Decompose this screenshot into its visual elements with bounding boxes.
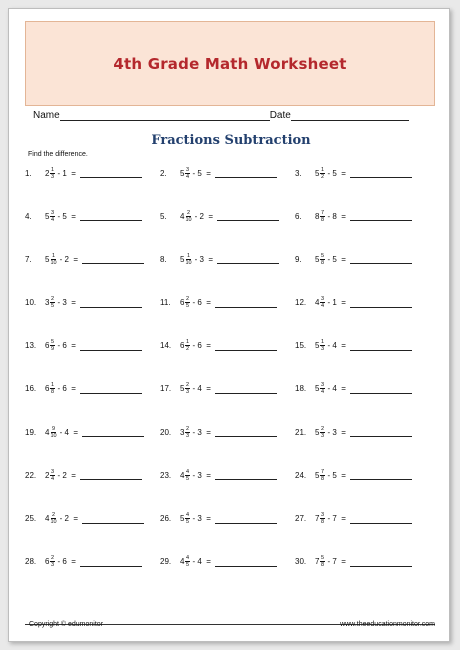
problem-item <box>295 421 430 443</box>
problem-number: 10. <box>25 298 37 308</box>
whole-number: 6 <box>45 341 50 351</box>
fraction-numerator: 1 <box>186 252 191 259</box>
fraction <box>50 426 56 439</box>
fraction <box>320 296 324 309</box>
problem-item <box>295 162 430 184</box>
problem-item <box>160 508 295 530</box>
answer-blank[interactable] <box>350 384 412 394</box>
answer-blank[interactable] <box>80 470 142 480</box>
fraction-denominator: 10 <box>50 519 57 525</box>
answer-blank[interactable] <box>350 211 412 221</box>
fraction <box>50 382 54 395</box>
problem-item <box>295 378 430 400</box>
answer-blank[interactable] <box>80 211 142 221</box>
problem-number: 15. <box>295 341 307 351</box>
subtrahend-expression: - 2 = <box>57 470 76 480</box>
fraction <box>50 339 54 352</box>
date-label: Date <box>269 110 291 121</box>
fraction-numerator: 2 <box>50 296 55 303</box>
problem-number: 30. <box>295 557 307 567</box>
subtrahend-expression: - 2 = <box>59 254 79 264</box>
whole-number: 2 <box>45 470 50 480</box>
whole-number: 7 <box>315 557 320 567</box>
whole-number: 5 <box>180 384 185 394</box>
fraction <box>50 512 56 525</box>
problem-item <box>160 464 295 486</box>
fraction-denominator: 8 <box>320 519 325 525</box>
fraction <box>50 253 56 266</box>
fraction-numerator: 2 <box>51 512 56 518</box>
fraction-numerator: 7 <box>320 468 325 475</box>
fraction-numerator: 3 <box>50 209 55 216</box>
whole-number: 5 <box>45 254 50 264</box>
problem-item <box>25 335 160 357</box>
problem-item <box>295 292 430 314</box>
subtrahend-expression: - 6 = <box>57 557 76 567</box>
problem-number: 27. <box>295 514 307 523</box>
whole-number: 5 <box>315 168 320 178</box>
problem-number: 28. <box>25 557 37 567</box>
fraction <box>185 555 189 568</box>
answer-blank[interactable] <box>215 168 277 178</box>
website-text: www.theeducationmonitor.com <box>340 621 435 628</box>
answer-blank[interactable] <box>350 168 412 178</box>
problem-number: 2. <box>160 168 167 178</box>
subtrahend-expression: - 1 = <box>57 168 76 178</box>
subtrahend-expression: - 2 = <box>59 514 79 523</box>
problem-item <box>160 551 295 573</box>
problem-item <box>295 205 430 227</box>
fraction-numerator: 2 <box>186 209 191 216</box>
whole-number: 5 <box>180 254 185 264</box>
answer-blank[interactable] <box>350 514 412 524</box>
problem-number: 6. <box>295 211 302 221</box>
problem-item <box>160 335 295 357</box>
whole-number: 4 <box>180 211 185 221</box>
worksheet-title: 4th Grade Math Worksheet <box>113 54 347 73</box>
fraction-numerator: 2 <box>185 382 190 389</box>
fraction <box>50 469 54 482</box>
answer-blank[interactable] <box>80 557 142 567</box>
subtrahend-expression: - 5 = <box>327 254 346 264</box>
fraction-denominator: 4 <box>50 475 55 482</box>
fraction <box>320 253 324 266</box>
fraction-numerator: 5 <box>320 252 325 259</box>
whole-number: 5 <box>180 168 185 178</box>
fraction-numerator: 3 <box>50 468 55 475</box>
whole-number: 5 <box>180 514 185 523</box>
whole-number: 4 <box>180 470 185 480</box>
problem-number: 18. <box>295 384 307 394</box>
answer-blank[interactable] <box>215 427 277 437</box>
fraction <box>320 555 324 568</box>
fraction-denominator: 3 <box>50 562 55 569</box>
fraction-denominator: 3 <box>50 173 55 180</box>
fraction-denominator: 10 <box>185 259 192 266</box>
problem-number: 12. <box>295 298 307 308</box>
fraction-denominator: 5 <box>185 562 190 569</box>
fraction-denominator: 10 <box>50 432 57 439</box>
whole-number: 6 <box>45 557 50 567</box>
answer-blank[interactable] <box>215 514 277 524</box>
problem-item <box>25 464 160 486</box>
fraction-numerator: 7 <box>320 209 325 216</box>
footer <box>29 621 435 628</box>
instruction-text: Find the difference. <box>28 151 88 158</box>
fraction <box>50 555 54 568</box>
answer-blank[interactable] <box>350 298 412 308</box>
answer-blank[interactable] <box>80 341 142 351</box>
answer-blank[interactable] <box>82 427 144 437</box>
whole-number: 5 <box>315 384 320 394</box>
fraction-numerator: 3 <box>320 512 325 518</box>
problem-number: 7. <box>25 254 32 264</box>
subtrahend-expression: - 5 = <box>327 470 346 480</box>
problem-number: 1. <box>25 168 32 178</box>
fraction-numerator: 2 <box>320 425 325 432</box>
fraction-numerator: 1 <box>51 252 56 259</box>
problem-number: 25. <box>25 514 37 523</box>
answer-blank[interactable] <box>350 557 412 567</box>
fraction-denominator: 4 <box>185 173 190 180</box>
fraction <box>185 296 189 309</box>
fraction <box>320 512 324 525</box>
answer-blank[interactable] <box>80 168 142 178</box>
problem-item <box>295 464 430 486</box>
answer-blank[interactable] <box>350 470 412 480</box>
fraction-denominator: 5 <box>185 303 190 310</box>
fraction-denominator: 8 <box>320 475 325 482</box>
subtrahend-expression: - 7 = <box>327 557 346 567</box>
fraction <box>320 426 324 439</box>
fraction <box>320 339 324 352</box>
problem-number: 5. <box>160 211 167 221</box>
fraction <box>185 382 189 395</box>
fraction-numerator: 3 <box>320 382 325 389</box>
subtrahend-expression: - 3 = <box>192 514 211 523</box>
fraction-numerator: 5 <box>320 555 325 562</box>
problem-number: 17. <box>160 384 172 394</box>
subtrahend-expression: - 3 = <box>194 254 214 264</box>
subtrahend-expression: - 5 = <box>57 211 76 221</box>
fraction-numerator: 5 <box>50 339 55 346</box>
fraction <box>320 167 324 180</box>
answer-blank[interactable] <box>350 341 412 351</box>
problem-number: 16. <box>25 384 37 394</box>
fraction-denominator: 2 <box>185 346 190 353</box>
whole-number: 5 <box>315 427 320 437</box>
fraction-denominator: 5 <box>185 475 190 482</box>
answer-blank[interactable] <box>217 254 279 264</box>
problem-item <box>160 162 295 184</box>
problem-number: 20. <box>160 427 172 437</box>
subtrahend-expression: - 6 = <box>57 341 76 351</box>
name-field-line[interactable] <box>60 110 270 121</box>
answer-blank[interactable] <box>215 341 277 351</box>
fraction <box>185 253 191 266</box>
problem-item <box>25 162 160 184</box>
fraction <box>320 469 324 482</box>
whole-number: 2 <box>45 168 50 178</box>
problem-grid <box>25 162 435 594</box>
whole-number: 6 <box>180 341 185 351</box>
whole-number: 7 <box>315 514 320 523</box>
fraction-denominator: 3 <box>320 346 325 353</box>
fraction <box>50 167 54 180</box>
fraction <box>185 339 189 352</box>
fraction-denominator: 8 <box>50 389 55 396</box>
whole-number: 6 <box>180 298 185 308</box>
problem-item <box>25 421 160 443</box>
fraction-numerator: 2 <box>185 425 190 432</box>
whole-number: 4 <box>315 298 320 308</box>
problem-item <box>295 508 430 530</box>
subtrahend-expression: - 4 = <box>192 557 211 567</box>
fraction-numerator: 2 <box>185 296 190 303</box>
fraction-numerator: 1 <box>185 339 190 346</box>
problem-item <box>25 508 160 530</box>
fraction-numerator: 4 <box>185 555 190 562</box>
subtrahend-expression: - 3 = <box>192 427 211 437</box>
fraction-numerator: 2 <box>50 555 55 562</box>
whole-number: 3 <box>180 427 185 437</box>
copyright-text: Copyright © edumonitor <box>29 621 104 628</box>
fraction-numerator: 1 <box>50 382 55 389</box>
answer-blank[interactable] <box>215 298 277 308</box>
whole-number: 3 <box>45 298 50 308</box>
date-field-line[interactable] <box>291 110 409 121</box>
fraction-denominator: 3 <box>320 432 325 439</box>
answer-blank[interactable] <box>215 470 277 480</box>
problem-number: 8. <box>160 254 167 264</box>
problem-item <box>160 205 295 227</box>
problem-item <box>25 205 160 227</box>
fraction-denominator: 3 <box>185 432 190 439</box>
problem-item <box>295 335 430 357</box>
fraction <box>50 210 54 223</box>
subtrahend-expression: - 1 = <box>327 298 346 308</box>
fraction <box>185 512 189 525</box>
answer-blank[interactable] <box>80 298 142 308</box>
answer-blank[interactable] <box>350 254 412 264</box>
problem-number: 22. <box>25 470 37 480</box>
fraction-denominator: 8 <box>320 259 325 266</box>
whole-number: 5 <box>315 254 320 264</box>
subtrahend-expression: - 6 = <box>192 298 211 308</box>
subtrahend-expression: - 4 = <box>59 427 79 437</box>
fraction <box>185 426 189 439</box>
problem-number: 13. <box>25 341 37 351</box>
title-banner <box>25 21 435 106</box>
problem-item <box>160 248 295 270</box>
answer-blank[interactable] <box>82 514 144 524</box>
fraction-denominator: 5 <box>185 519 190 525</box>
answer-blank[interactable] <box>215 557 277 567</box>
fraction-denominator: 4 <box>320 389 325 396</box>
problem-item <box>160 292 295 314</box>
problem-number: 11. <box>160 298 171 308</box>
subtrahend-expression: - 8 = <box>327 211 346 221</box>
problem-item <box>25 378 160 400</box>
problem-number: 26. <box>160 514 172 523</box>
whole-number: 5 <box>315 341 320 351</box>
problem-item <box>295 551 430 573</box>
answer-blank[interactable] <box>350 427 412 437</box>
fraction-numerator: 4 <box>185 468 190 475</box>
fraction-denominator: 8 <box>320 562 325 569</box>
problem-number: 14. <box>160 341 172 351</box>
whole-number: 8 <box>315 211 320 221</box>
problem-number: 21. <box>295 427 307 437</box>
fraction-numerator: 1 <box>320 339 325 346</box>
fraction <box>185 167 189 180</box>
fraction-denominator: 2 <box>320 173 325 180</box>
problem-item <box>160 421 295 443</box>
problem-number: 29. <box>160 557 172 567</box>
worksheet-subtitle: Fractions Subtraction <box>151 133 311 148</box>
fraction-denominator: 4 <box>320 303 325 310</box>
subtrahend-expression: - 4 = <box>327 384 346 394</box>
name-label: Name <box>33 110 60 121</box>
fraction-numerator: 3 <box>320 296 325 303</box>
problem-item <box>25 292 160 314</box>
fraction-denominator: 8 <box>320 216 325 223</box>
fraction <box>320 210 324 223</box>
answer-blank[interactable] <box>217 211 279 221</box>
problem-number: 4. <box>25 211 32 221</box>
fraction-numerator: 4 <box>185 512 190 518</box>
problem-item <box>160 378 295 400</box>
fraction <box>185 469 189 482</box>
problem-number: 23. <box>160 470 172 480</box>
fraction-denominator: 3 <box>185 389 190 396</box>
fraction-denominator: 5 <box>50 303 55 310</box>
subtrahend-expression: - 3 = <box>192 470 211 480</box>
subtrahend-expression: - 3 = <box>327 427 346 437</box>
whole-number: 5 <box>315 470 320 480</box>
fraction <box>50 296 54 309</box>
subtrahend-expression: - 4 = <box>192 384 211 394</box>
answer-blank[interactable] <box>215 384 277 394</box>
worksheet-page <box>8 8 450 642</box>
problem-number: 9. <box>295 254 302 264</box>
problem-item <box>25 248 160 270</box>
fraction-numerator: 3 <box>185 166 190 173</box>
fraction-denominator: 9 <box>50 346 55 353</box>
answer-blank[interactable] <box>80 384 142 394</box>
subtrahend-expression: - 4 = <box>327 341 346 351</box>
whole-number: 4 <box>45 514 50 523</box>
fraction-numerator: 1 <box>50 166 55 173</box>
whole-number: 4 <box>45 427 50 437</box>
subtrahend-expression: - 7 = <box>327 514 346 523</box>
fraction-numerator: 1 <box>320 166 325 173</box>
problem-number: 19. <box>25 427 37 437</box>
subtrahend-expression: - 2 = <box>194 211 214 221</box>
problem-number: 3. <box>295 168 302 178</box>
answer-blank[interactable] <box>82 254 144 264</box>
fraction-denominator: 10 <box>185 216 192 223</box>
problem-item <box>295 248 430 270</box>
subtrahend-expression: - 5 = <box>192 168 211 178</box>
fraction <box>185 210 191 223</box>
subtrahend-expression: - 3 = <box>57 298 76 308</box>
whole-number: 5 <box>45 211 50 221</box>
whole-number: 4 <box>180 557 185 567</box>
fraction-denominator: 10 <box>50 259 57 266</box>
subtrahend-expression: - 6 = <box>192 341 211 351</box>
fraction-numerator: 9 <box>51 425 56 432</box>
fraction-denominator: 4 <box>50 216 55 223</box>
fraction <box>320 382 324 395</box>
subtrahend-expression: - 5 = <box>327 168 346 178</box>
problem-item <box>25 551 160 573</box>
problem-number: 24. <box>295 470 307 480</box>
name-date-row <box>33 110 433 121</box>
subtrahend-expression: - 6 = <box>57 384 76 394</box>
whole-number: 6 <box>45 384 50 394</box>
